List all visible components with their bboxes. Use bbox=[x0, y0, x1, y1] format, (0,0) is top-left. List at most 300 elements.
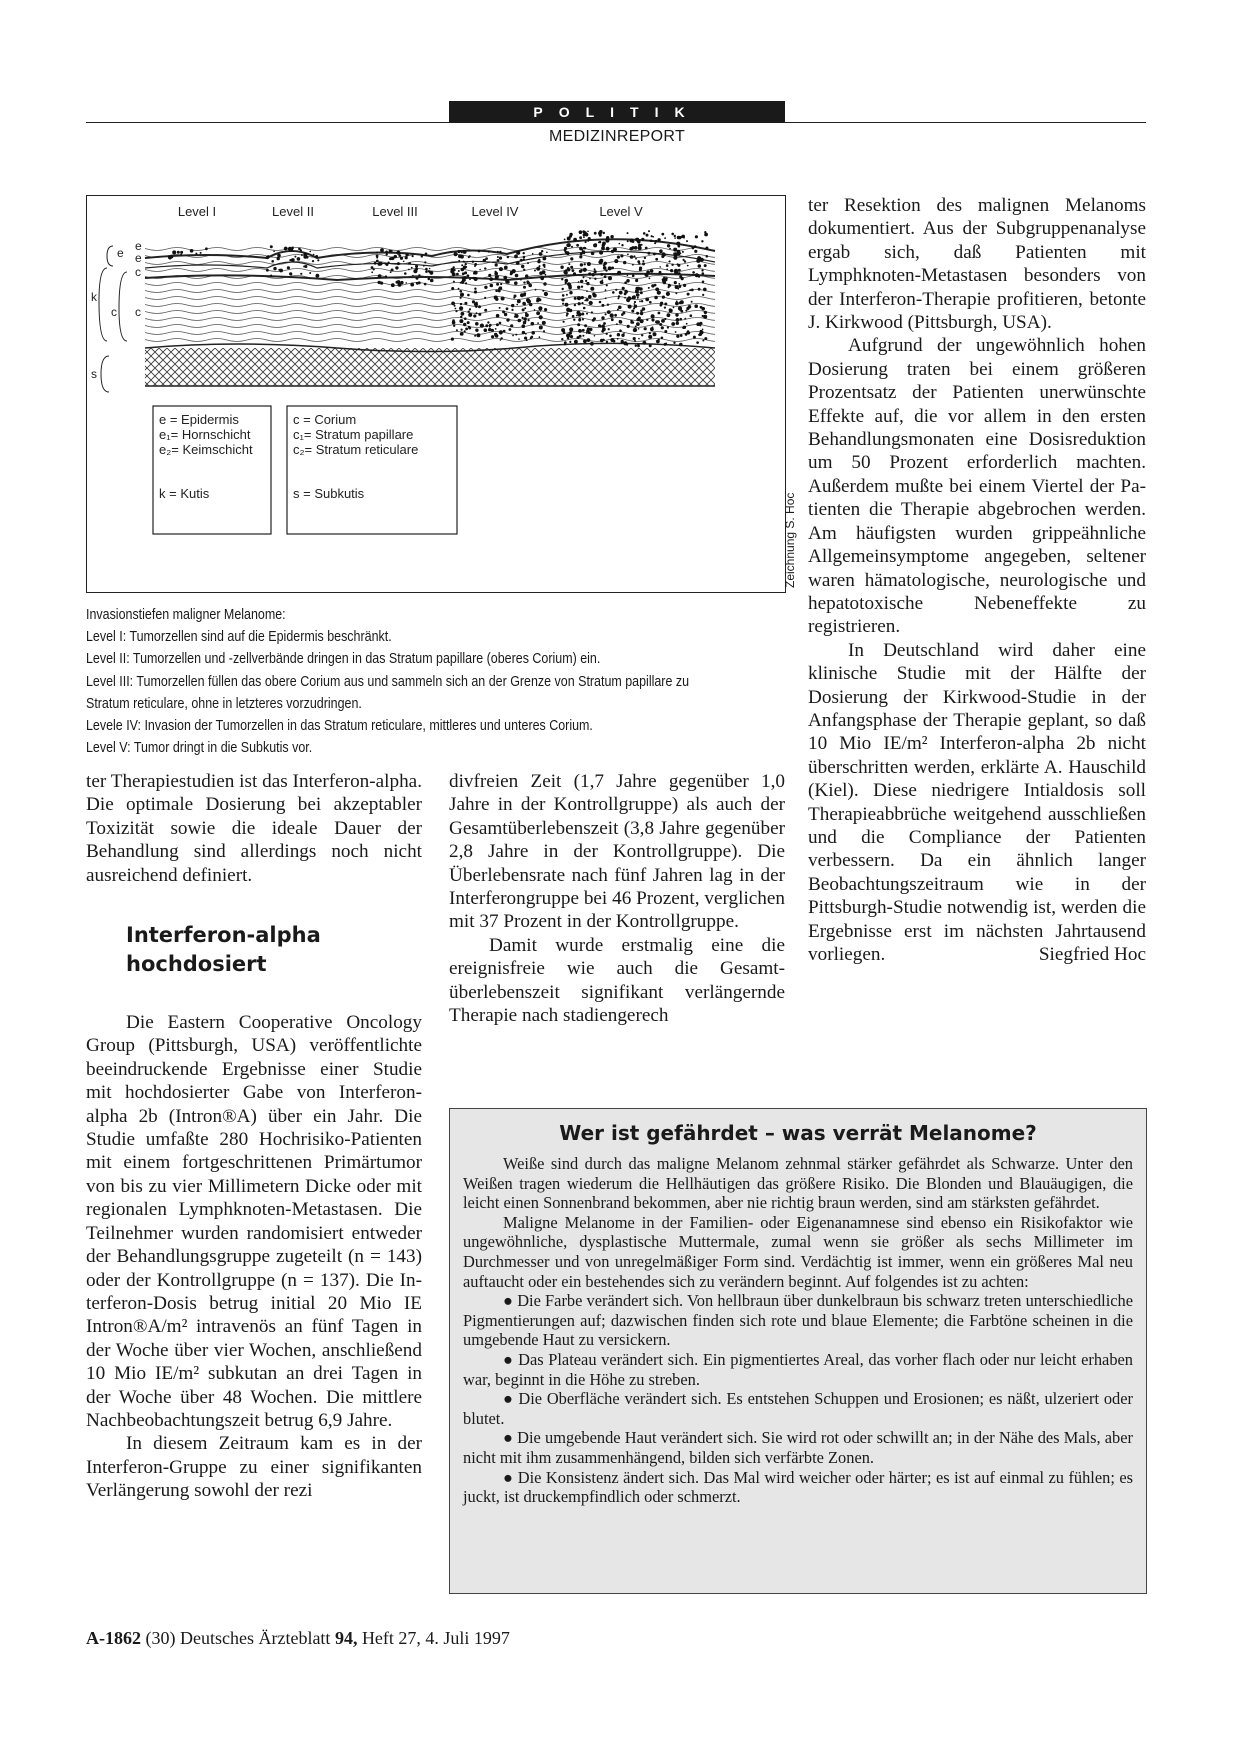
tumor-cell bbox=[638, 262, 640, 264]
tumor-cell bbox=[512, 335, 514, 337]
tumor-cell bbox=[636, 318, 639, 321]
tumor-cell bbox=[610, 313, 614, 317]
tumor-cell bbox=[507, 256, 509, 258]
tumor-cell bbox=[636, 279, 638, 281]
tumor-cell bbox=[298, 248, 301, 251]
tumor-cell bbox=[376, 252, 378, 254]
paragraph: In diesem Zeitraum kam es in der Interferon-Gruppe zu einer signifikanten Verlängerung sowohl der rezi bbox=[86, 1433, 422, 1502]
tumor-cell bbox=[564, 341, 567, 344]
tumor-cell bbox=[454, 252, 458, 256]
tumor-cell bbox=[685, 310, 687, 312]
tumor-cell bbox=[681, 278, 683, 280]
tumor-cell bbox=[577, 323, 580, 326]
tumor-cell bbox=[451, 338, 454, 341]
tumor-cell bbox=[633, 295, 636, 298]
tumor-cell bbox=[415, 265, 418, 268]
tumor-cell bbox=[702, 315, 704, 317]
tumor-cell bbox=[523, 252, 525, 254]
tumor-cell bbox=[633, 328, 637, 332]
tumor-cell bbox=[641, 238, 644, 241]
caption-line: Level II: Tumorzellen und -zellverbände dringen in das Stratum papillare (oberes Corium) ein. bbox=[86, 651, 601, 668]
tumor-cell bbox=[475, 329, 478, 332]
tumor-cell bbox=[569, 291, 572, 294]
tumor-cell bbox=[607, 310, 611, 314]
tumor-cell bbox=[497, 259, 500, 262]
tumor-cell bbox=[425, 268, 428, 271]
tumor-cell bbox=[624, 297, 626, 299]
tumor-cell bbox=[499, 330, 503, 334]
tumor-cell bbox=[465, 282, 467, 284]
tumor-cell bbox=[467, 294, 470, 297]
tumor-cell bbox=[287, 266, 290, 269]
tumor-cell bbox=[645, 247, 648, 250]
tumor-cell bbox=[537, 322, 539, 324]
tumor-cell bbox=[499, 251, 501, 253]
melanoma-levels-illustration bbox=[87, 196, 784, 591]
tumor-cell bbox=[374, 262, 377, 265]
tumor-cell bbox=[428, 278, 431, 281]
tumor-cell bbox=[499, 267, 503, 271]
tumor-cell bbox=[480, 324, 484, 328]
tumor-cell bbox=[411, 267, 413, 269]
tumor-cell bbox=[584, 253, 586, 255]
tumor-cell bbox=[648, 335, 652, 339]
tumor-cell bbox=[651, 314, 655, 318]
tumor-cell bbox=[563, 321, 565, 323]
legend-item: e₂= Keimschicht bbox=[159, 442, 253, 457]
tumor-cell bbox=[637, 240, 641, 244]
tumor-cell bbox=[600, 281, 603, 284]
tumor-cell bbox=[379, 262, 383, 266]
tumor-cell bbox=[463, 261, 465, 263]
tumor-cell bbox=[634, 340, 636, 342]
tumor-cell bbox=[666, 269, 668, 271]
tumor-cell bbox=[509, 328, 512, 331]
tumor-cell bbox=[412, 275, 414, 277]
tumor-cell bbox=[667, 313, 671, 317]
tumor-cell bbox=[605, 313, 607, 315]
tumor-cell bbox=[386, 253, 388, 255]
tumor-cell bbox=[497, 256, 499, 258]
tumor-cell bbox=[301, 254, 303, 256]
legend-item: e₁= Hornschicht bbox=[159, 427, 251, 442]
page-footer bbox=[86, 1628, 510, 1649]
tumor-cell bbox=[460, 303, 462, 305]
tumor-cell bbox=[671, 233, 674, 236]
tumor-cell bbox=[560, 266, 563, 269]
tumor-cell bbox=[484, 267, 486, 269]
tumor-cell bbox=[664, 307, 666, 309]
tumor-cell bbox=[585, 298, 588, 301]
tumor-cell bbox=[648, 230, 650, 232]
tumor-cell bbox=[606, 333, 608, 335]
tumor-cell bbox=[610, 235, 613, 238]
tumor-cell bbox=[464, 271, 467, 274]
tumor-cell bbox=[574, 340, 578, 344]
info-bullet: ● Die Farbe verändert sich. Von hellbraun über dunkelbraun bis schwarz treten unterschiedliche Pigmentierungen auf; dazwischen finden sich rote und blaue Elemente; die Farbtöne scheinen in die umgebende Haut zu versickern. bbox=[463, 1291, 1133, 1350]
caption-line: Level III: Tumorzellen füllen das obere Corium aus und sammeln sich an der Grenze von Stratum papillare zu bbox=[86, 673, 690, 690]
tumor-cell bbox=[619, 243, 621, 245]
tumor-cell bbox=[497, 251, 499, 253]
tumor-cell bbox=[607, 304, 609, 306]
tumor-cell bbox=[408, 269, 410, 271]
tumor-cell bbox=[566, 315, 568, 317]
tumor-cell bbox=[640, 312, 643, 315]
tumor-cell bbox=[661, 326, 664, 329]
info-box bbox=[449, 1108, 1147, 1594]
tumor-cell bbox=[645, 298, 649, 302]
tumor-cell bbox=[510, 324, 513, 327]
tumor-cell bbox=[303, 265, 305, 267]
tumor-cell bbox=[669, 309, 673, 313]
tumor-cell bbox=[627, 296, 631, 300]
tumor-cell bbox=[524, 337, 527, 340]
tumor-cell bbox=[543, 282, 546, 285]
tumor-cell bbox=[653, 253, 656, 256]
tumor-cell bbox=[491, 335, 494, 338]
tumor-cell bbox=[180, 251, 183, 254]
tumor-cell bbox=[674, 235, 676, 237]
tumor-cell bbox=[594, 278, 596, 280]
tumor-cell bbox=[589, 278, 591, 280]
tumor-cell bbox=[673, 248, 677, 252]
tumor-cell bbox=[648, 287, 650, 289]
tumor-cell bbox=[579, 270, 582, 273]
tumor-cell bbox=[396, 251, 400, 255]
tumor-cell bbox=[583, 307, 586, 310]
tumor-cell bbox=[676, 335, 679, 338]
tumor-cell bbox=[668, 261, 670, 263]
tumor-cell bbox=[594, 243, 597, 246]
tumor-cell bbox=[464, 302, 467, 305]
tumor-cell bbox=[546, 252, 548, 254]
tumor-cell bbox=[705, 247, 708, 250]
tumor-cell bbox=[679, 318, 682, 321]
tumor-cell bbox=[458, 254, 462, 258]
tumor-cell bbox=[569, 309, 572, 312]
tumor-cell bbox=[622, 287, 625, 290]
tumor-cell bbox=[523, 286, 526, 289]
tumor-cell bbox=[580, 280, 583, 283]
tumor-cell bbox=[544, 292, 546, 294]
tumor-cell bbox=[582, 252, 584, 254]
tumor-cell bbox=[396, 281, 399, 284]
tumor-cell bbox=[473, 314, 476, 317]
tumor-cell bbox=[506, 307, 509, 310]
tumor-cell bbox=[564, 239, 566, 241]
tumor-cell bbox=[460, 332, 464, 336]
tumor-cell bbox=[614, 314, 617, 317]
tumor-cell bbox=[168, 255, 172, 259]
tumor-cell bbox=[702, 272, 705, 275]
tumor-cell bbox=[316, 274, 320, 278]
tumor-cell bbox=[650, 269, 654, 273]
tumor-cell bbox=[603, 232, 605, 234]
tumor-cell bbox=[666, 264, 669, 267]
tumor-cell bbox=[603, 249, 605, 251]
tumor-cell bbox=[423, 265, 425, 267]
tumor-cell bbox=[677, 264, 680, 267]
tumor-cell bbox=[177, 251, 180, 254]
tumor-cell bbox=[637, 345, 640, 348]
tumor-cell bbox=[512, 269, 516, 273]
tumor-cell bbox=[573, 238, 577, 242]
tumor-cell bbox=[633, 255, 635, 257]
tumor-cell bbox=[541, 250, 543, 252]
tumor-cell bbox=[580, 263, 583, 266]
tumor-cell bbox=[629, 247, 633, 251]
tumor-cell bbox=[585, 241, 587, 243]
tumor-cell bbox=[679, 275, 682, 278]
tumor-cell bbox=[671, 264, 673, 266]
tumor-cell bbox=[642, 262, 645, 265]
tumor-cell bbox=[371, 266, 374, 269]
label-e2: e bbox=[135, 251, 142, 265]
tumor-cell bbox=[472, 261, 474, 263]
tumor-cell bbox=[627, 275, 629, 277]
tumor-cell bbox=[416, 282, 419, 285]
tumor-cell bbox=[572, 315, 575, 318]
tumor-cell bbox=[687, 293, 690, 296]
tumor-cell bbox=[460, 316, 462, 318]
tumor-cell bbox=[582, 318, 584, 320]
label-s: s bbox=[91, 367, 97, 381]
tumor-cell bbox=[514, 255, 518, 259]
tumor-cell bbox=[579, 255, 582, 258]
tumor-cell bbox=[525, 274, 528, 277]
paragraph: ter Resektion des malignen Melanoms dokumentiert. Aus der Subgruppenanalyse ergab sich, daß Patienten mit Lymphknoten-Metastasen besonders von der Interferon-Therapie profitieren, betonte J. Kirkwood (Pittsburgh, USA). bbox=[808, 195, 1146, 334]
tumor-cell bbox=[484, 297, 486, 299]
figure-caption bbox=[86, 604, 796, 759]
tumor-cell bbox=[701, 307, 705, 311]
tumor-cell bbox=[523, 281, 525, 283]
tumor-cell bbox=[632, 240, 635, 243]
tumor-cell bbox=[534, 270, 536, 272]
tumor-cell bbox=[621, 340, 624, 343]
tumor-cell bbox=[698, 264, 702, 268]
info-bullet: ● Die Oberfläche verändert sich. Es entstehen Schuppen und Erosionen; es näßt, ulzeriert oder blutet. bbox=[463, 1389, 1133, 1428]
tumor-cell bbox=[565, 303, 569, 307]
tumor-cell bbox=[669, 248, 671, 250]
tumor-cell bbox=[487, 321, 489, 323]
tumor-cell bbox=[429, 268, 431, 270]
tumor-cell bbox=[578, 281, 580, 283]
tumor-cell bbox=[591, 252, 595, 256]
tumor-cell bbox=[490, 284, 494, 288]
tumor-cell bbox=[496, 283, 499, 286]
level-label: Level III bbox=[372, 204, 418, 219]
tumor-cell bbox=[538, 298, 541, 301]
tumor-cell bbox=[699, 330, 703, 334]
tumor-cell bbox=[701, 240, 703, 242]
article-column-3 bbox=[808, 194, 1146, 966]
tumor-cell bbox=[659, 323, 662, 326]
tumor-cell bbox=[511, 309, 513, 311]
tumor-cell bbox=[683, 237, 685, 239]
tumor-cell bbox=[403, 261, 405, 263]
tumor-cell bbox=[462, 277, 464, 279]
tumor-cell bbox=[680, 334, 683, 337]
tumor-cell bbox=[460, 297, 462, 299]
tumor-cell bbox=[639, 267, 642, 270]
tumor-cell bbox=[683, 326, 686, 329]
tumor-cell bbox=[667, 326, 669, 328]
tumor-cell bbox=[271, 260, 274, 263]
tumor-cell bbox=[627, 254, 629, 256]
tumor-cell bbox=[704, 311, 707, 314]
tumor-cell bbox=[405, 256, 408, 259]
label-c: c bbox=[111, 305, 117, 319]
tumor-cell bbox=[404, 272, 407, 275]
tumor-cell bbox=[545, 274, 547, 276]
tumor-cell bbox=[617, 297, 619, 299]
tumor-cell bbox=[609, 335, 612, 338]
page-number: A-1862 bbox=[86, 1628, 141, 1648]
tumor-cell bbox=[673, 253, 675, 255]
tumor-cell bbox=[522, 308, 525, 311]
tumor-cell bbox=[289, 272, 292, 275]
tumor-cell bbox=[397, 262, 400, 265]
tumor-cell bbox=[582, 335, 584, 337]
tumor-cell bbox=[605, 239, 609, 243]
tumor-cell bbox=[543, 330, 545, 332]
tumor-cell bbox=[505, 276, 507, 278]
tumor-cell bbox=[489, 277, 493, 281]
tumor-cell bbox=[675, 292, 677, 294]
tumor-cell bbox=[496, 314, 500, 318]
tumor-cell bbox=[458, 260, 460, 262]
tumor-cell bbox=[542, 321, 546, 325]
tumor-cell bbox=[391, 250, 393, 252]
tumor-cell bbox=[376, 257, 378, 259]
tumor-cell bbox=[623, 333, 625, 335]
tumor-cell bbox=[416, 277, 419, 280]
tumor-cell bbox=[569, 327, 573, 331]
tumor-cell bbox=[529, 303, 532, 306]
tumor-cell bbox=[376, 260, 379, 263]
tumor-cell bbox=[565, 282, 567, 284]
article-column-1 bbox=[86, 770, 422, 1503]
tumor-cell bbox=[706, 255, 709, 258]
caption-line: Level V: Tumor dringt in die Subkutis vor. bbox=[86, 740, 313, 757]
tumor-cell bbox=[603, 322, 606, 325]
tumor-cell bbox=[495, 328, 497, 330]
info-bullet: ● Die Konsistenz ändert sich. Das Mal wird weicher oder härter; es ist auf einmal zu fühlen; es juckt, ist druckempfindlich oder schmerzt. bbox=[463, 1467, 1133, 1507]
tumor-cell bbox=[474, 290, 477, 293]
tumor-cell bbox=[530, 337, 532, 339]
tumor-cell bbox=[495, 289, 498, 292]
tumor-cell bbox=[620, 254, 623, 257]
tumor-cell bbox=[619, 291, 623, 295]
tumor-cell bbox=[678, 283, 680, 285]
tumor-cell bbox=[640, 319, 644, 323]
tumor-cell bbox=[485, 324, 488, 327]
tumor-cell bbox=[632, 264, 634, 266]
tumor-cell bbox=[602, 327, 606, 331]
tumor-cell bbox=[630, 320, 632, 322]
tumor-cell bbox=[535, 289, 537, 291]
tumor-cell bbox=[627, 240, 629, 242]
tumor-cell bbox=[567, 337, 569, 339]
skin-cross-section bbox=[145, 230, 715, 386]
tumor-cell bbox=[645, 273, 649, 277]
tumor-cell bbox=[425, 253, 428, 256]
tumor-cell bbox=[391, 269, 394, 272]
tumor-cell bbox=[456, 273, 459, 276]
tumor-cell bbox=[542, 290, 544, 292]
tumor-cell bbox=[600, 325, 602, 327]
tumor-cell bbox=[664, 330, 667, 333]
tumor-cell bbox=[683, 284, 686, 287]
tumor-cell bbox=[289, 259, 291, 261]
tumor-cell bbox=[663, 277, 667, 281]
info-paragraph: Weiße sind durch das maligne Melanom zehnmal stärker gefährdet als Schwarze. Unter den Weißen tragen wiederum die Hellhäutigen das größere Risiko. Die Blonden und Blauäugigen, die leicht einen Sonnenbrand bekommen, aber nie richtig braun werden, sind am stärksten gefährdet. bbox=[463, 1154, 1133, 1213]
tumor-cell bbox=[266, 256, 269, 259]
tumor-cell bbox=[659, 266, 661, 268]
tumor-cell bbox=[565, 279, 569, 283]
tumor-cell bbox=[670, 269, 673, 272]
tumor-cell bbox=[598, 260, 602, 264]
tumor-cell bbox=[576, 315, 578, 317]
tumor-cell bbox=[453, 269, 455, 271]
tumor-cell bbox=[452, 272, 456, 276]
tumor-cell bbox=[573, 319, 575, 321]
tumor-cell bbox=[484, 328, 488, 332]
tumor-cell bbox=[618, 306, 622, 310]
tumor-cell bbox=[410, 283, 414, 287]
tumor-cell bbox=[459, 290, 462, 293]
tumor-cell bbox=[636, 322, 640, 326]
tumor-cell bbox=[312, 260, 314, 262]
label-k: k bbox=[91, 290, 97, 304]
tumor-cell bbox=[606, 247, 610, 251]
tumor-cell bbox=[612, 291, 615, 294]
tumor-cell bbox=[467, 274, 470, 277]
tumor-cell bbox=[617, 309, 619, 311]
tumor-cell bbox=[634, 303, 636, 305]
tumor-cell bbox=[583, 247, 586, 250]
tumor-cell bbox=[505, 280, 509, 284]
legend-item: c = Corium bbox=[293, 412, 357, 427]
tumor-cell bbox=[685, 333, 688, 336]
tumor-cell bbox=[623, 261, 626, 264]
tumor-cell bbox=[649, 301, 652, 304]
tumor-cell bbox=[615, 289, 617, 291]
tumor-cell bbox=[378, 274, 382, 278]
tumor-cell bbox=[523, 292, 526, 295]
tumor-cell bbox=[573, 272, 576, 275]
tumor-cell bbox=[520, 279, 522, 281]
tumor-cell bbox=[266, 269, 269, 272]
tumor-cell bbox=[527, 262, 529, 264]
tumor-cell bbox=[671, 322, 675, 326]
tumor-cell bbox=[574, 304, 576, 306]
tumor-cell bbox=[504, 266, 508, 270]
tumor-cell bbox=[561, 278, 563, 280]
tumor-cell bbox=[586, 330, 589, 333]
tumor-cell bbox=[409, 262, 411, 264]
article-column-2 bbox=[449, 770, 785, 1027]
info-bullet: ● Die umgebende Haut verändert sich. Sie wird rot oder schwillt an; in der Nähe des Mals, aber nicht mit ihm zusammenhängend, bilden sich verfärbte Zonen. bbox=[463, 1428, 1133, 1467]
tumor-cell bbox=[571, 246, 573, 248]
tumor-cell bbox=[520, 259, 523, 262]
tumor-cell bbox=[691, 289, 694, 292]
tumor-cell bbox=[590, 342, 594, 346]
tumor-cell bbox=[675, 331, 677, 333]
figure-credit: Zeichnung S. Hoc bbox=[783, 492, 797, 588]
tumor-cell bbox=[666, 292, 670, 296]
tumor-cell bbox=[622, 312, 625, 315]
